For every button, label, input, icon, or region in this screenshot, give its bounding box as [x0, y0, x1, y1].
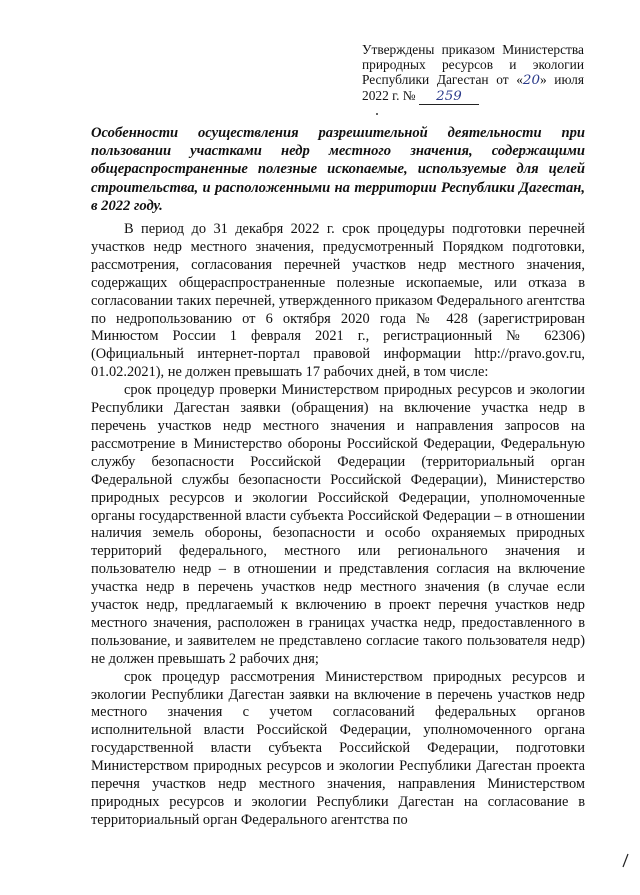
paragraph-intro: В период до 31 декабря 2022 г. срок процедуры подготовки перечней участков недр местного значения, предусмотренный Порядком подготовки, рассмотрения, согласования перечней участков недр местного значения, содержащих общераспространенные полезные ископаемые, или отказа в согласовании таких перечней, утвержденного приказом Федерального агентства по недропользованию от 6 октября 2020 года № 428 (зарегистрирован Минюстом России 1 февраля 2021 г., регистрационный № 62306) (Официальный интернет-портал правовой информации http://pravo.gov.ru, 01.02.2021), не должен превышать 17 рабочих дней, в том числе: — [91, 221, 585, 381]
paragraph-item-2: срок процедур рассмотрения Министерством природных ресурсов и экологии Республики Дагестан заявки на включение в перечень участков недр местного значения с учетом согласований федеральных органов исполнительной власти Российской Федерации, уполномоченного органа государственной власти субъекта Российской Федерации, подготовки Министерством природных ресурсов и экологии Республики Дагестан проекта перечня участков недр местного значения, направления Министерством природных ресурсов и экологии Республики Дагестан на согласование в территориальный орган Федерального агентства по — [91, 668, 585, 828]
approval-day-handwritten: 20 — [522, 73, 540, 88]
approval-stamp-text — [362, 42, 584, 105]
document-body — [91, 221, 585, 830]
stray-dot — [376, 113, 378, 115]
paragraph-item-1: срок процедур проверки Министерством природных ресурсов и экологии Республики Дагестан заявки (обращения) на включение участка недр в перечень участков недр местного значения и направления запросов на рассмотрение в Министерство обороны Российской Федерации, Федеральную службу безопасности Российской Федерации (территориальный орган Федеральной службы безопасности Российской Федерации), Министерство природных ресурсов и экологии Российской Федерации, уполномоченные органы государственной власти субъекта Российской Федерации – в отношении наличия земель обороны, безопасности и особо охраняемых природных территорий федерального, местного или регионального значения и пользователю недр – в отношении и представления согласия на включение участка недр в перечень участков недр местного значения (в случае если участок недр, предлагаемый к включению в проект перечня участков недр местного значения, расположен в границах участка недр, предоставленного в пользование, и заявителем не представлено согласие такого пользователя недр) не должен превышать 2 рабочих дня; — [91, 382, 585, 667]
document-title: Особенности осуществления разрешительной деятельности при пользовании участками недр местного значения, содержащими общераспространенные полезные ископаемые, используемые для целей строительства, и расположенными на территории Республики Дагестан, в 2022 году. — [91, 125, 585, 214]
approval-month-year: » июля 2022 г. № — [362, 72, 584, 103]
approval-number-handwritten: 259 — [436, 89, 462, 104]
approval-prefix: Утверждены приказом Министерства природных ресурсов и экологии Республики Дагестан от « — [362, 42, 584, 87]
pen-mark-icon — [620, 853, 630, 869]
